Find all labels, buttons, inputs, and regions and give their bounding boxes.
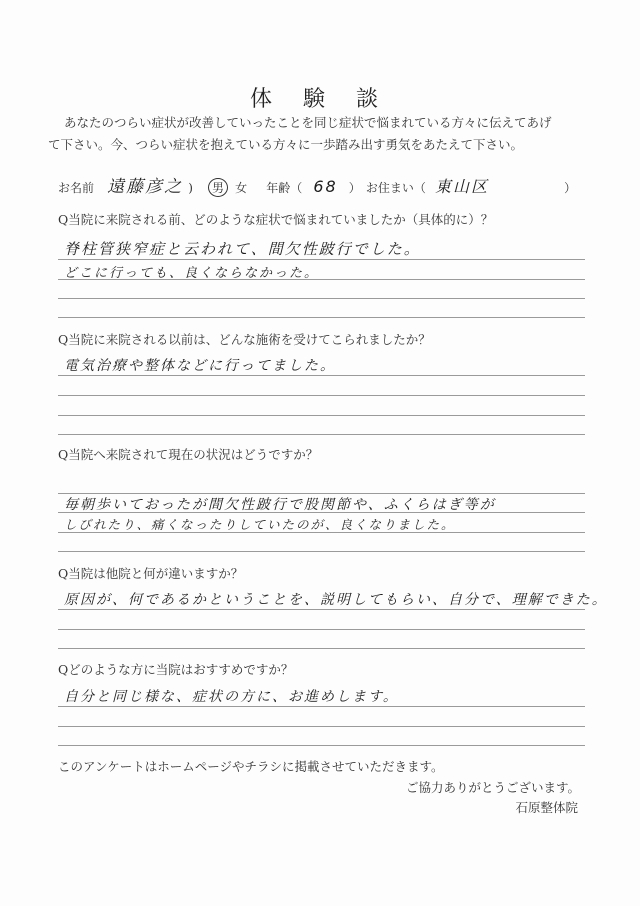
answer-1-line-1: 脊柱管狭窄症と云われて、間欠性跛行でした。 [64,240,421,258]
answer-2-line-1: 電気治療や整体などに行ってました。 [64,358,336,374]
question-3: Q当院へ来院されて現在の状況はどうですか？ [58,447,319,462]
profile-row [58,172,576,197]
answer-rule [58,609,585,610]
age-close: ） [348,181,361,195]
answer-rule [58,375,585,376]
question-4: Q当院は他院と何が違いますか？ [58,566,244,581]
question-2: Q当院に来院される以前は、どんな施術を受けてこられましたか？ [58,332,431,347]
answer-rule [58,629,585,630]
answer-rule [58,726,585,727]
footer-thanks: ご協力ありがとうございます。 [405,780,580,795]
footer-notice: このアンケートはホームページやチラシに掲載させていただきます。 [58,759,444,774]
question-1: Q当院に来院される前、どのような症状で悩まれていましたか（具体的に）？ [58,212,494,227]
intro-line-1: あなたのつらい症状が改善していったことを同じ症状で悩まれている方々に伝えてあげ [64,115,552,130]
answer-rule [58,745,585,746]
address-close: ） [564,181,577,195]
answer-rule [58,551,585,552]
answer-rule [58,648,585,649]
answer-rule [58,279,585,280]
answer-rule [58,259,585,260]
page-title: 体 験 談 [250,87,390,112]
question-5: Qどのような方に当院はおすすめですか？ [58,662,294,677]
answer-rule [58,317,585,318]
name-value: 遠藤彦之 [107,177,184,197]
age-label: 年齢（ [266,181,303,195]
answer-5-line-1: 自分と同じ様な、症状の方に、お進めします。 [64,689,399,705]
answer-3-line-1: 毎朝歩いておったが間欠性跛行で股関節や、ふくらはぎ等が [64,497,496,513]
intro-line-2: て下さい。今、つらい症状を抱えている方々に一歩踏み出す勇気をあたえて下さい。 [48,137,524,152]
answer-rule [58,415,585,416]
answer-rule [58,532,585,533]
gender-female: 女 [235,181,248,195]
answer-rule [58,395,585,396]
answer-1-line-2: どこに行っても、良くならなかった。 [64,266,320,281]
age-value: 68 [313,177,338,196]
clinic-name: 石原整体院 [515,800,578,815]
address-label: お住まい（ [365,181,426,195]
name-label: お名前 [58,181,95,195]
answer-rule [58,512,585,513]
answer-4-line-1: 原因が、何であるかということを、説明してもらい、自分で、理解できた。 [64,592,608,608]
address-value: 東山区 [434,177,489,196]
answer-rule [58,298,585,299]
answer-3-line-2: しびれたり、痛くなったりしていたのが、良くなりました。 [64,517,456,532]
answer-rule [58,434,585,435]
gender-male-circled: 男 [208,178,228,197]
name-close-paren: ) [188,181,193,195]
answer-rule [58,706,585,707]
